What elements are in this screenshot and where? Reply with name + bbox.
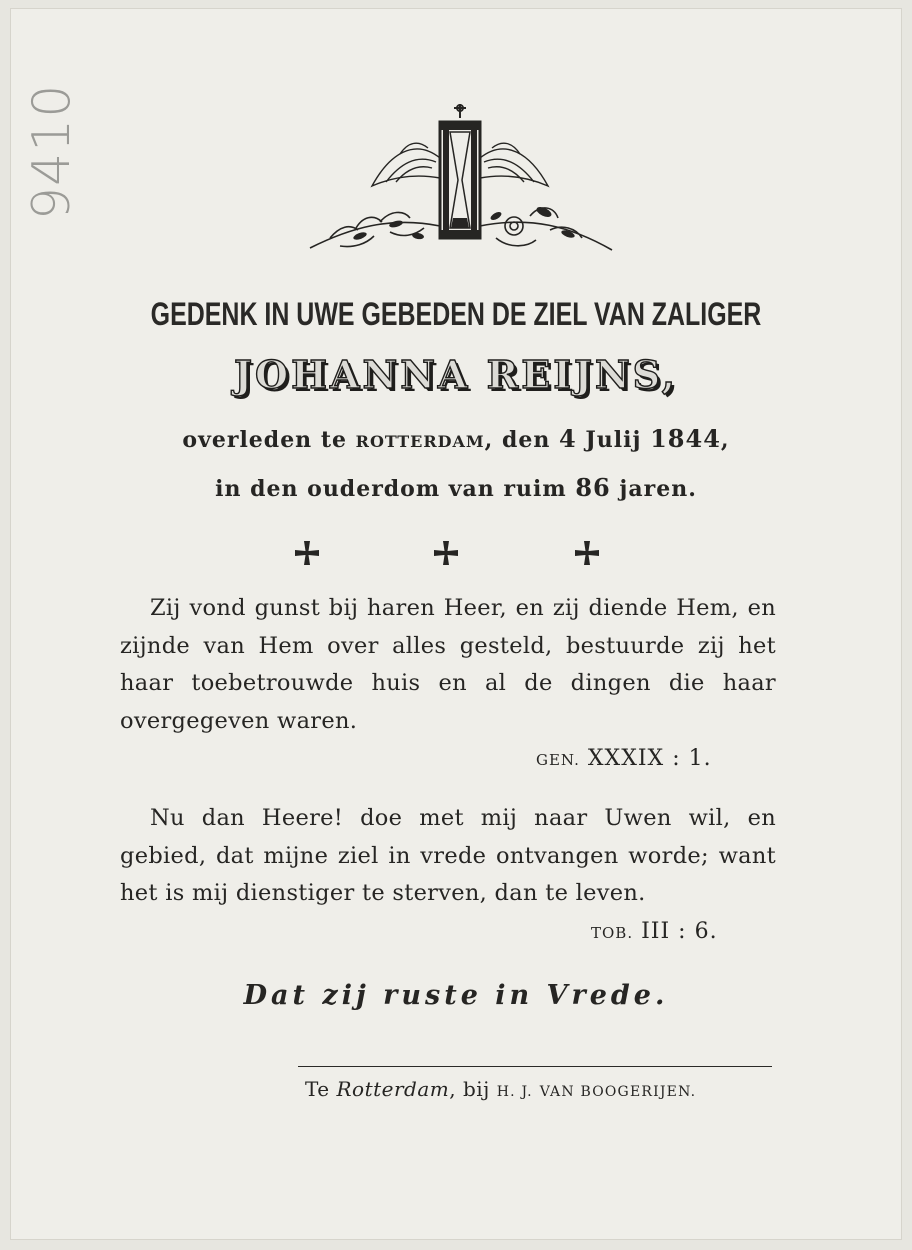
age-value: 86	[575, 473, 611, 502]
ref-1-book: GEN.	[536, 751, 580, 769]
divider	[298, 1066, 772, 1067]
closing-blessing: Dat zij ruste in Vrede.	[243, 980, 669, 1011]
cross-ornaments	[0, 538, 912, 568]
printer-name: VAN BOOGERIJEN.	[539, 1084, 697, 1100]
cross-icon	[434, 541, 458, 565]
verse-1-text: Zij vond gunst bij haren Heer, en zij diende Hem, en zijnde van Hem over alles gesteld, bestuurde zij het haar toebetrouwde huis en al de dingen die haar overgegeven waren.	[120, 595, 776, 734]
bible-verse-1	[120, 590, 776, 740]
age-text-suffix: jaren.	[610, 476, 697, 502]
hourglass-emblem-icon	[300, 98, 620, 263]
verse-1-reference	[536, 746, 712, 771]
death-year: 1844	[650, 424, 721, 453]
death-text-end: ,	[720, 427, 730, 453]
inventory-number: 9410	[22, 83, 82, 220]
death-city: ROTTERDAM	[355, 432, 485, 451]
ref-2-book: TOB.	[591, 924, 634, 942]
age-text-prefix: in den ouderdom van ruim	[215, 476, 576, 502]
ref-2-sep: :	[678, 919, 687, 944]
ref-2-chapter: III	[641, 919, 671, 944]
printer-city: Rotterdam	[336, 1077, 450, 1101]
death-month: Julij	[576, 427, 651, 453]
printer-middle: , bij	[449, 1077, 497, 1101]
deceased-name: JOHANNA REIJNS,	[234, 352, 678, 397]
cross-icon	[575, 541, 599, 565]
verse-2-text: Nu dan Heere! doe met mij naar Uwen wil, en gebied, dat mijne ziel in vrede ontvangen worde; want het is mij dienstiger te sterven, dan te leven.	[120, 805, 776, 906]
cross-icon	[295, 541, 319, 565]
death-day: 4	[559, 424, 577, 453]
ref-1-verse: 1.	[688, 746, 712, 771]
printer-imprint	[305, 1077, 696, 1101]
ref-2-verse: 6.	[694, 919, 718, 944]
age-line	[0, 473, 912, 502]
verse-2-reference	[591, 919, 718, 944]
bible-verse-2	[120, 800, 776, 913]
ref-1-chapter: XXXIX	[587, 746, 665, 771]
death-text-middle: , den	[484, 427, 559, 453]
card-heading: GEDENK IN UWE GEBEDEN DE ZIEL VAN ZALIGER	[150, 296, 762, 332]
death-text-prefix: overleden te	[182, 427, 356, 453]
death-line	[0, 424, 912, 453]
printer-initials: H. J.	[496, 1084, 533, 1100]
printer-prefix: Te	[305, 1077, 337, 1101]
ref-1-sep: :	[672, 746, 681, 771]
